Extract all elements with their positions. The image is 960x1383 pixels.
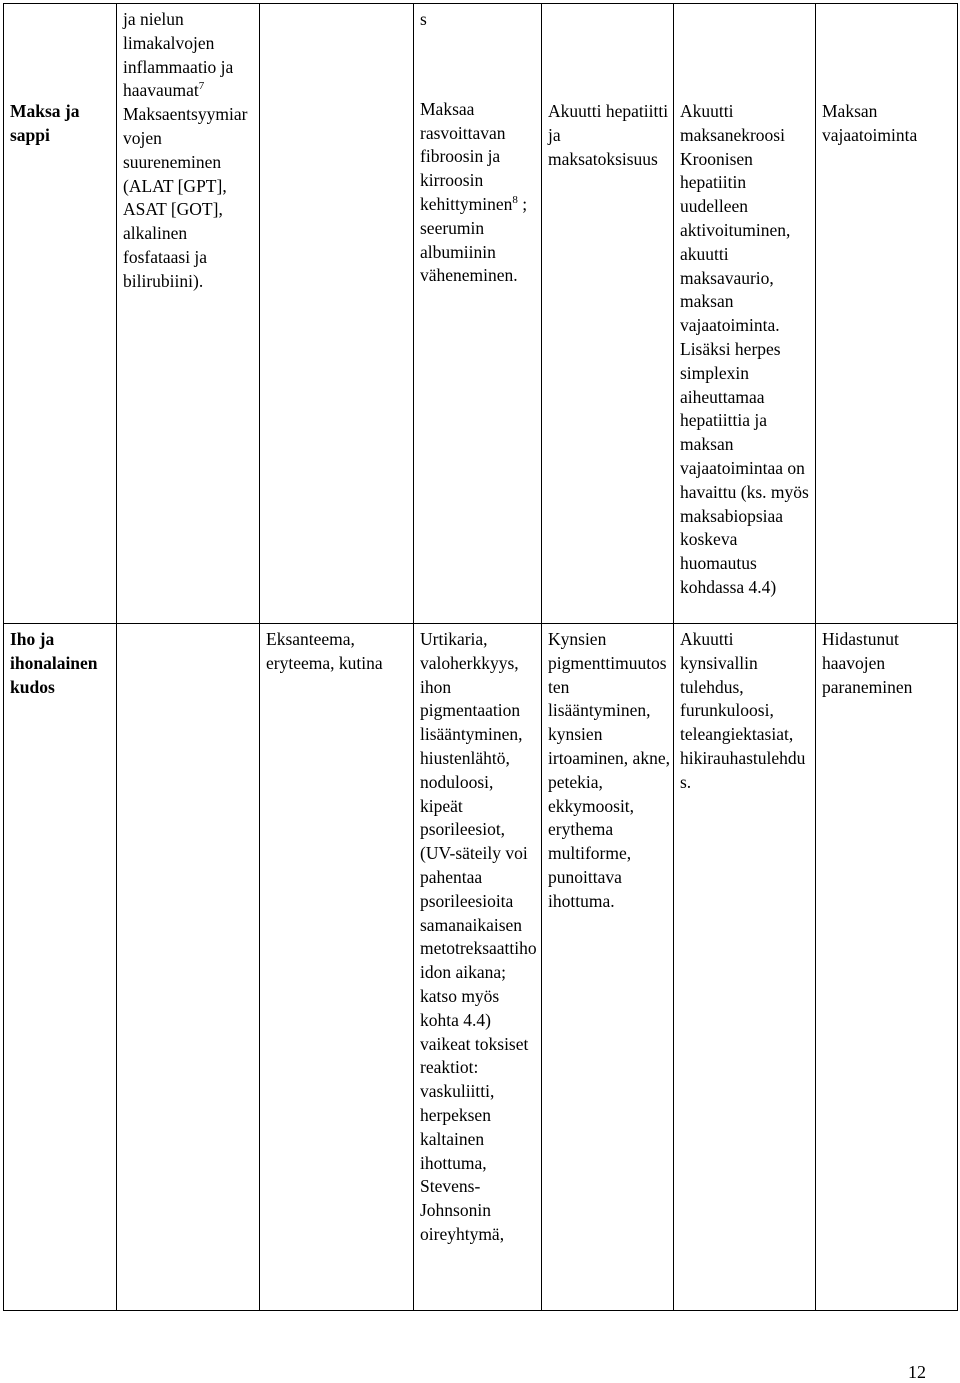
cell-text: Akuutti hepatiitti ja maksatoksisuus — [548, 101, 669, 169]
cell-text: Maksan vajaatoiminta — [822, 101, 918, 145]
frequency-cell: s Maksaa rasvoittavan fibroosin ja kirroosin kehittyminen$^8$ ; seerumin albumiinin väheneminen. — [414, 4, 542, 624]
continued-text: ja nielun limakalvojen inflammaatio ja haavaumat — [123, 9, 234, 101]
frequency-cell — [117, 4, 260, 624]
table-row — [4, 624, 958, 1311]
frequency-cell: Eksanteema, eryteema, kutina — [260, 624, 414, 1311]
cell-text: Maksaentsyymiarvojen suureneminen (ALAT [GPT], ASAT [GOT], alkalinen fosfataasi ja bilirubiini). — [123, 104, 248, 291]
frequency-cell — [117, 624, 260, 1311]
frequency-cell: Akuutti kynsivallin tulehdus, furunkuloosi, teleangiektasiat, hikirauhastulehdus. — [674, 624, 816, 1311]
frequency-cell — [260, 4, 414, 624]
frequency-cell: Kynsien pigmenttimuutosten lisääntyminen, kynsien irtoaminen, akne, petekia, ekkymoosit, erythema multiforme, punoittava ihottuma. — [542, 624, 674, 1311]
organ-system-cell: Maksa ja sappi — [4, 4, 117, 624]
cell-text: Akuutti maksanekroosi Kroonisen hepatiitin uudelleen aktivoituminen, akuutti maksavaurio, maksan vajaatoiminta. Lisäksi herpes simplexin aiheuttamaa hepatiittia ja maksan vajaatoimintaa on havaittu (ks. myös maksabiopsiaa koskeva huomautus kohdassa 4.4) — [680, 101, 809, 597]
frequency-cell — [816, 4, 958, 624]
adverse-effects-table — [3, 3, 958, 1311]
frequency-cell — [674, 4, 816, 624]
footnote-ref: 7 — [198, 80, 205, 93]
table-row — [4, 4, 958, 624]
frequency-cell — [542, 4, 674, 624]
continued-text: s — [420, 9, 427, 29]
frequency-cell: Urtikaria, valoherkkyys, ihon pigmentaation lisääntyminen, hiustenlähtö, noduloosi, kipeät psorileesiot, (UV-säteily voi pahentaa psorileesioita samanaikaisen metotreksaattihoidon aikana; katso myös kohta 4.4) vaikeat toksiset reaktiot: vaskuliitti, herpeksen kaltainen ihottuma, Stevens-Johnsonin oireyhtymä, — [414, 624, 542, 1311]
organ-system-cell: Iho ja ihonalainen kudos — [4, 624, 117, 1311]
frequency-cell: Hidastunut haavojen paraneminen — [816, 624, 958, 1311]
footnote-ref: 8 — [512, 194, 518, 207]
page-number: 12 — [908, 1362, 926, 1382]
